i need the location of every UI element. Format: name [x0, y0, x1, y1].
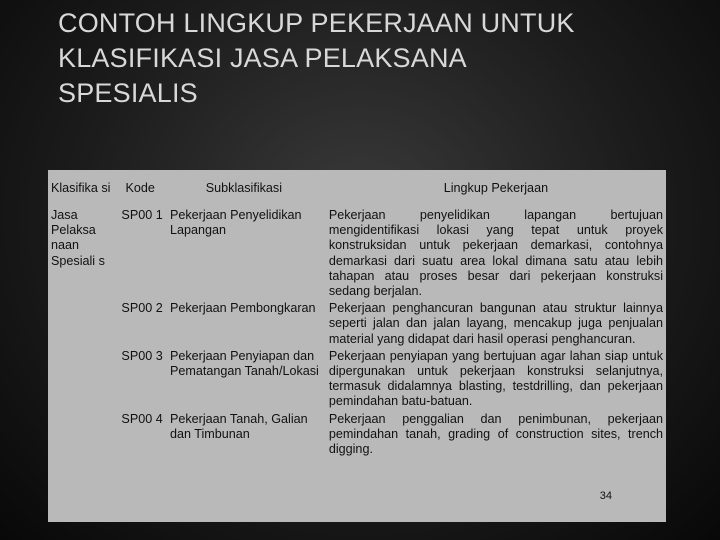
- lingkup-cell: Pekerjaan penyelidikan lapangan bertujuan mengidentifikasi lokasi yang tepat untuk proyek konstruksidan untuk pekerjaan demarkasi, contohnya demarkasi dari suatu area lokal dimana satu atau lebih tahapan atau proses besar dari pekerjaan konstruksi sedang berjalan.: [328, 208, 663, 299]
- title-line: CONTOH LINGKUP PEKERJAAN UNTUK: [58, 8, 575, 38]
- page-number: 34: [599, 490, 612, 502]
- lingkup-cell: Pekerjaan penyiapan yang bertujuan agar lahan siap untuk dipergunakan untuk pekerjaan konstruksi selanjutnya, termasuk didalamnya blasting, testdrilling, dan pekerjaan pemindahan batu-batuan.: [328, 348, 663, 409]
- table-row: [48, 412, 666, 458]
- lingkup-cell: Pekerjaan penggalian dan penimbunan, pekerjaan pemindahan tanah, grading of construction sites, trench digging.: [328, 411, 663, 457]
- kode-cell: SP00 4: [121, 411, 163, 426]
- classification-table-panel: [48, 170, 666, 522]
- slide-title: [58, 6, 698, 111]
- subklasifikasi-cell: Pekerjaan Tanah, Galian dan Timbunan: [169, 411, 308, 441]
- subklasifikasi-cell: Pekerjaan Penyiapan dan Pematangan Tanah/Lokasi: [169, 348, 319, 379]
- table-row: [48, 208, 666, 301]
- header-subklasifikasi: Subklasifikasi: [205, 181, 283, 196]
- header-kode: Kode: [125, 181, 155, 196]
- header-klasifikasi: Klasifika si: [50, 181, 111, 196]
- table-row: [48, 349, 666, 412]
- classification-table: [48, 170, 666, 457]
- table-row: [48, 301, 666, 349]
- header-lingkup: Lingkup Pekerjaan: [443, 181, 549, 196]
- klasifikasi-cell: Jasa Pelaksa naan Spesiali s: [51, 208, 105, 268]
- lingkup-cell: Pekerjaan penghancuran bangunan atau struktur lainnya seperti jalan dan jalan layang, mencakup juga penjualan material yang didapat dari hasil operasi penghancuran.: [328, 301, 663, 346]
- subklasifikasi-cell: Pekerjaan Penyelidikan Lapangan: [169, 208, 302, 238]
- table-header-row: [48, 170, 666, 208]
- kode-cell: SP00 2: [121, 301, 163, 316]
- subklasifikasi-cell: Pekerjaan Pembongkaran: [169, 301, 316, 316]
- title-line: KLASIFIKASI JASA PELAKSANA: [58, 43, 467, 73]
- kode-cell: SP00 1: [121, 208, 163, 222]
- kode-cell: SP00 3: [121, 348, 163, 363]
- title-line: SPESIALIS: [58, 78, 198, 108]
